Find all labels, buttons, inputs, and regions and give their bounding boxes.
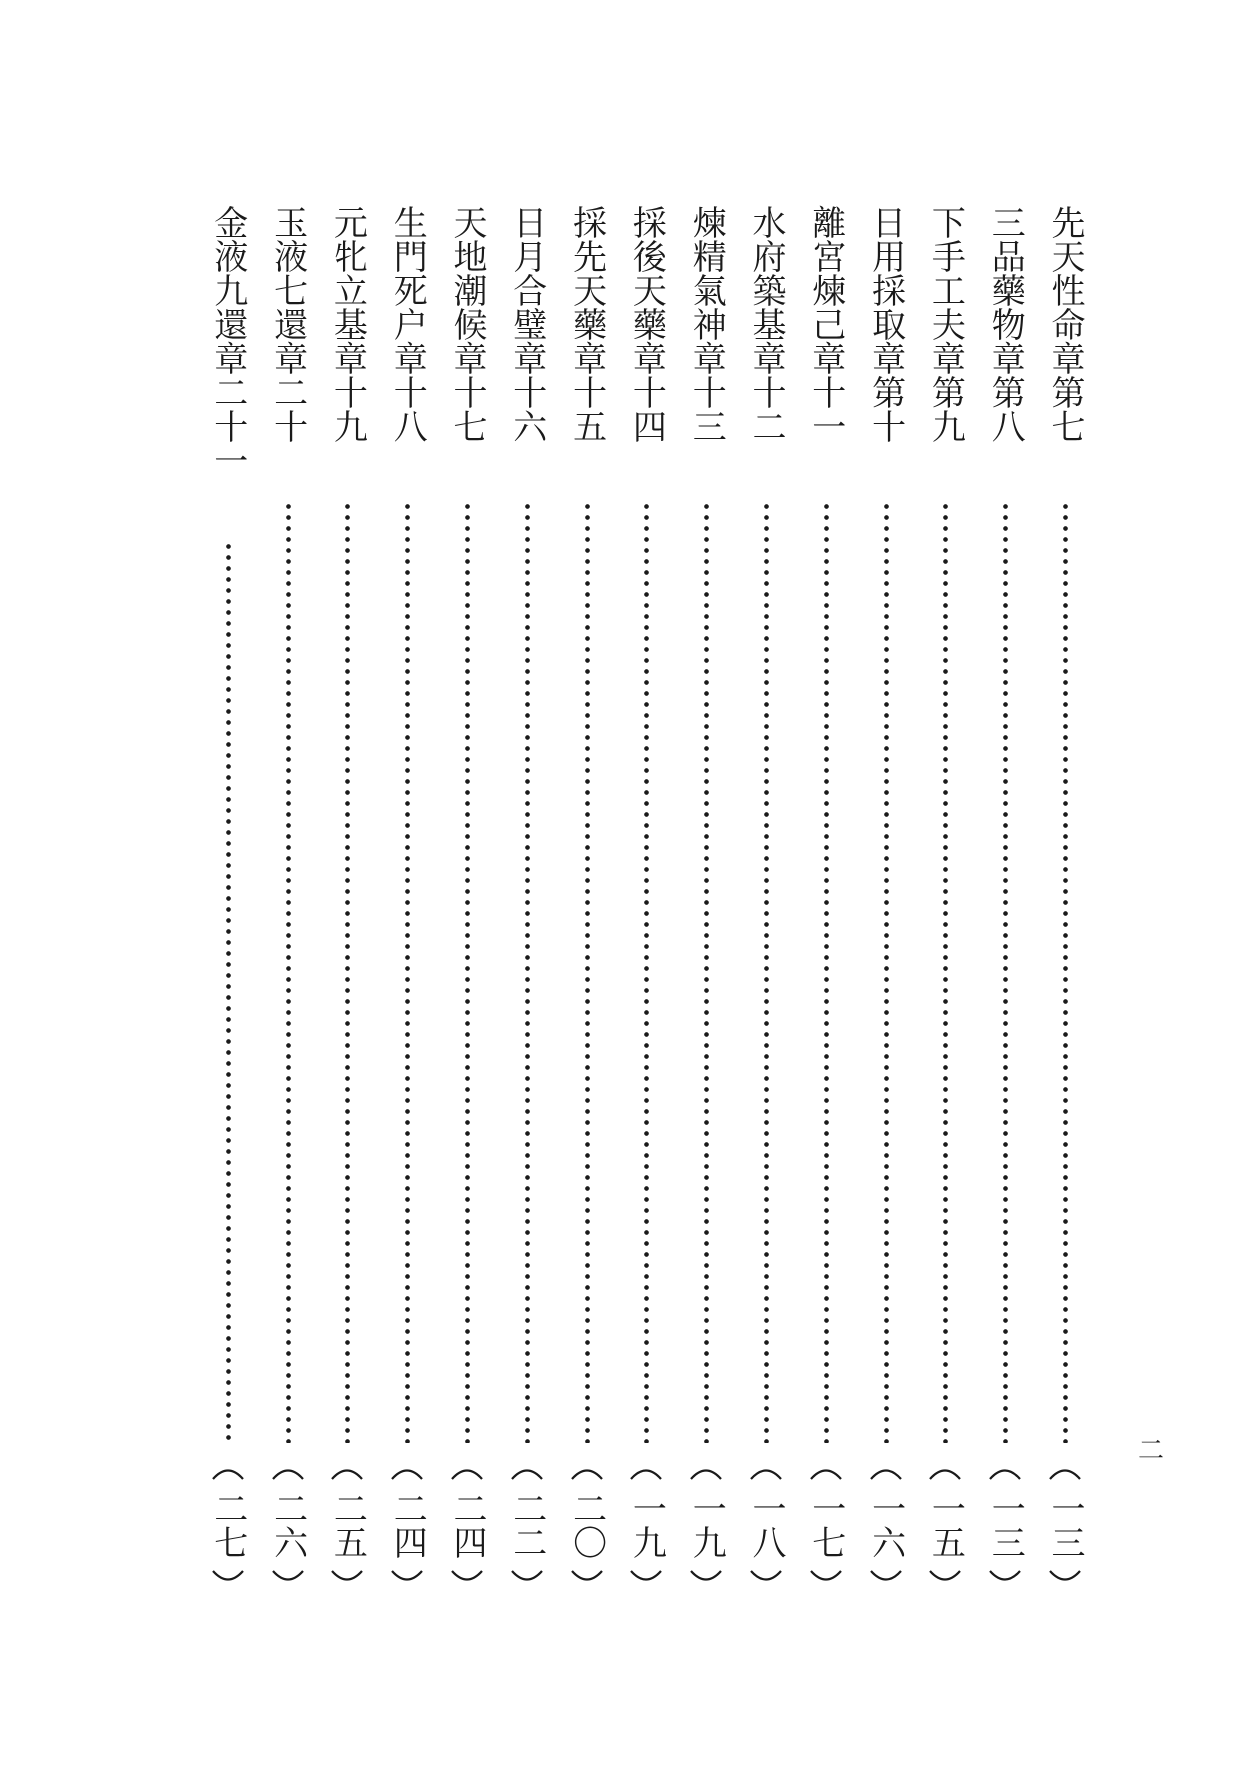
- toc-page-ref: [208, 1460, 248, 1590]
- toc-entry[interactable]: [806, 205, 846, 1590]
- dot-leader: [1063, 501, 1068, 1443]
- toc-entry-title: 天地潮候章十七: [447, 205, 487, 443]
- toc-entry-title: 玉液七還章二十: [267, 205, 308, 443]
- toc-entry-title: 水府築基章十二: [746, 205, 786, 443]
- toc-entry[interactable]: [925, 205, 965, 1590]
- toc-page-ref: [866, 1460, 906, 1590]
- toc-page-ref: [746, 1460, 786, 1590]
- toc-entry-title: 金液九還章二十一: [207, 205, 248, 477]
- dot-leader: [465, 501, 470, 1443]
- close-paren-icon: [387, 1568, 427, 1590]
- toc-page-number: 一八: [746, 1491, 786, 1559]
- close-paren-icon: [208, 1568, 248, 1590]
- toc-entry[interactable]: [866, 205, 906, 1590]
- open-paren-icon: [268, 1460, 308, 1482]
- toc-entry[interactable]: [447, 205, 487, 1590]
- toc-page-ref: [1045, 1460, 1085, 1590]
- close-paren-icon: [985, 1568, 1025, 1590]
- toc-page-ref: [985, 1460, 1025, 1590]
- toc-page-number: 一三: [985, 1491, 1026, 1559]
- toc-entry-title: 生門死户章十八: [387, 205, 428, 443]
- toc-page-ref: [268, 1460, 308, 1590]
- dot-leader: [405, 501, 410, 1443]
- toc-page-number: 二四: [387, 1491, 428, 1559]
- toc-entry[interactable]: [1045, 205, 1085, 1590]
- toc-page-number: 二二: [506, 1491, 547, 1559]
- close-paren-icon: [925, 1568, 965, 1590]
- toc-entry-title: 日月合璧章十六: [506, 205, 547, 443]
- toc-page-ref: [507, 1460, 547, 1590]
- toc-page-ref: [327, 1460, 367, 1590]
- toc-page-ref: [686, 1460, 726, 1590]
- close-paren-icon: [1045, 1568, 1085, 1590]
- toc-entry-title: 先天性命章第七: [1045, 205, 1085, 443]
- close-paren-icon: [268, 1568, 308, 1590]
- toc-entry-title: 採先天藥章十五: [566, 205, 607, 443]
- toc-page-number: 一七: [805, 1491, 846, 1559]
- close-paren-icon: [806, 1568, 846, 1590]
- toc-entry[interactable]: [626, 205, 666, 1590]
- toc-entry-title: 三品藥物章第八: [985, 205, 1026, 443]
- dot-leader: [585, 501, 590, 1443]
- dot-leader: [525, 501, 530, 1443]
- toc-page-number: 一五: [925, 1491, 966, 1559]
- close-paren-icon: [567, 1568, 607, 1590]
- dot-leader: [764, 501, 769, 1443]
- open-paren-icon: [806, 1460, 846, 1482]
- dot-leader: [884, 501, 889, 1443]
- toc-page-number: 二四: [447, 1491, 487, 1559]
- toc-entry[interactable]: [507, 205, 547, 1590]
- open-paren-icon: [208, 1460, 248, 1482]
- toc-entry[interactable]: [327, 205, 367, 1590]
- close-paren-icon: [866, 1568, 906, 1590]
- toc-page-ref: [387, 1460, 427, 1590]
- page-folio: 二: [1138, 1436, 1165, 1466]
- open-paren-icon: [746, 1460, 786, 1482]
- toc-page-number: 一六: [865, 1491, 906, 1559]
- toc-entry[interactable]: [686, 205, 726, 1590]
- open-paren-icon: [1045, 1460, 1085, 1482]
- toc-entry[interactable]: [567, 205, 607, 1590]
- toc-page-ref: [626, 1460, 666, 1590]
- open-paren-icon: [387, 1460, 427, 1482]
- open-paren-icon: [507, 1460, 547, 1482]
- toc-page-number: 一三: [1045, 1491, 1085, 1559]
- dot-leader: [704, 501, 709, 1443]
- dot-leader: [824, 501, 829, 1443]
- toc-entry[interactable]: [208, 205, 248, 1590]
- close-paren-icon: [507, 1568, 547, 1590]
- toc-entry[interactable]: [387, 205, 427, 1590]
- open-paren-icon: [567, 1460, 607, 1482]
- open-paren-icon: [985, 1460, 1025, 1482]
- dot-leader: [943, 501, 948, 1443]
- toc-page-number: 一九: [626, 1491, 667, 1559]
- close-paren-icon: [447, 1568, 487, 1590]
- open-paren-icon: [866, 1460, 906, 1482]
- toc-entry[interactable]: [746, 205, 786, 1590]
- toc-page-ref: [567, 1460, 607, 1590]
- dot-leader: [644, 501, 649, 1443]
- toc-page-number: 二七: [207, 1491, 248, 1559]
- open-paren-icon: [626, 1460, 666, 1482]
- toc-entry[interactable]: [985, 205, 1025, 1590]
- toc-page-ref: [806, 1460, 846, 1590]
- toc-entry-title: 離宮煉己章十一: [805, 205, 846, 443]
- open-paren-icon: [686, 1460, 726, 1482]
- dot-leader: [1003, 501, 1008, 1443]
- open-paren-icon: [925, 1460, 965, 1482]
- close-paren-icon: [686, 1568, 726, 1590]
- dot-leader: [226, 541, 231, 1443]
- open-paren-icon: [447, 1460, 487, 1482]
- toc-entry[interactable]: [268, 205, 308, 1590]
- dot-leader: [345, 501, 350, 1443]
- toc-entry-title: 日用採取章第十: [865, 205, 906, 443]
- open-paren-icon: [327, 1460, 367, 1482]
- toc-page-number: 二〇: [566, 1491, 607, 1559]
- toc-entry-title: 採後天藥章十四: [626, 205, 667, 443]
- toc-page-number: 一九: [686, 1491, 727, 1559]
- close-paren-icon: [327, 1568, 367, 1590]
- close-paren-icon: [746, 1568, 786, 1590]
- toc-entry-title: 下手工夫章第九: [925, 205, 966, 443]
- dot-leader: [286, 501, 291, 1443]
- toc-entry-title: 煉精氣神章十三: [686, 205, 727, 443]
- toc-page-number: 二六: [267, 1491, 308, 1559]
- toc-entry-title: 元牝立基章十九: [327, 205, 368, 443]
- toc-page-ref: [925, 1460, 965, 1590]
- toc-page-number: 二五: [327, 1491, 368, 1559]
- close-paren-icon: [626, 1568, 666, 1590]
- toc-page-ref: [447, 1460, 487, 1590]
